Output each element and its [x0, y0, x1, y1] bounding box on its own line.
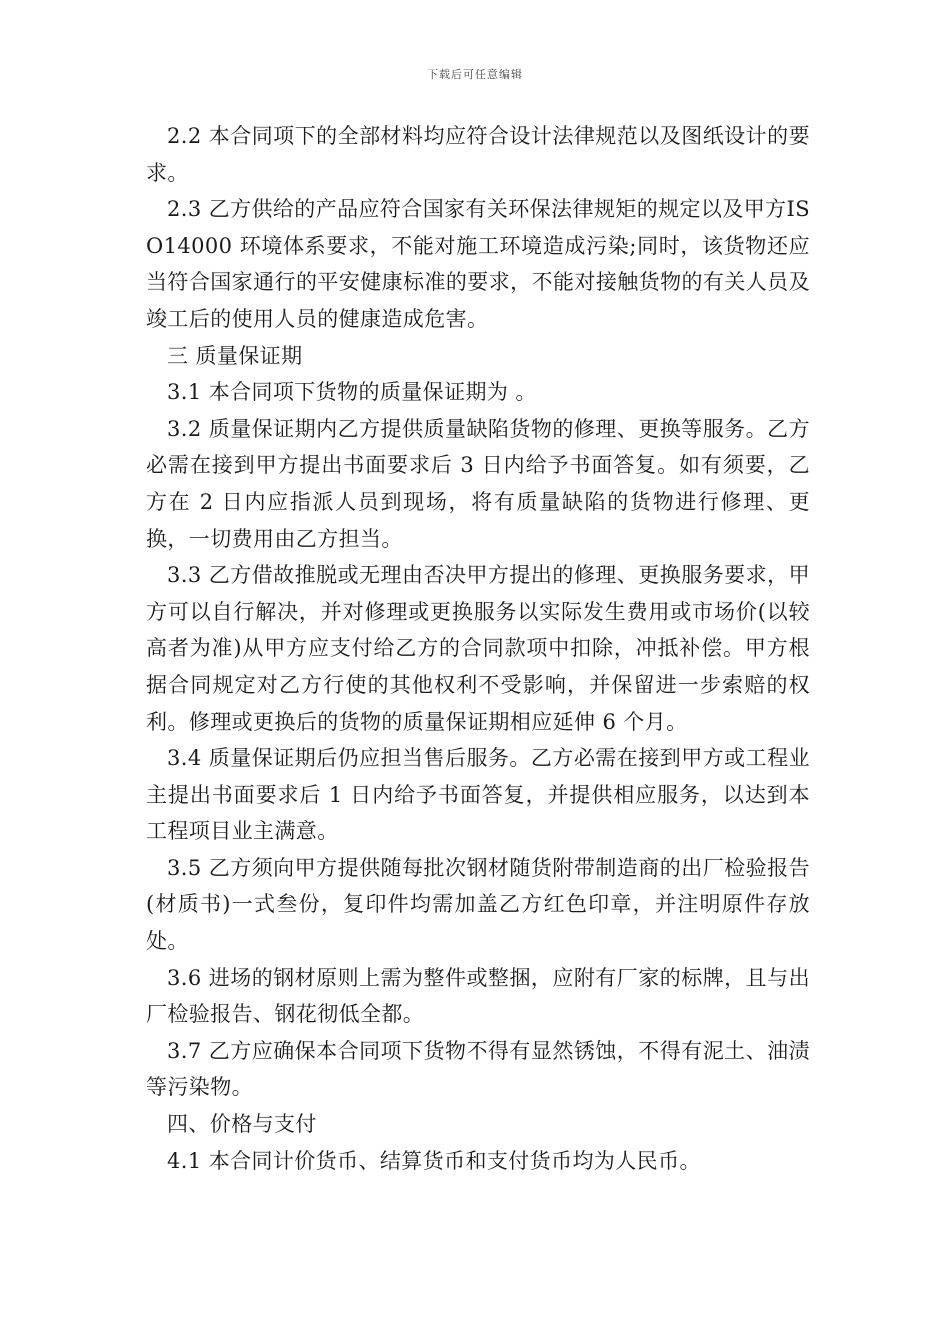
paragraph-3-1: 3.1 本合同项下货物的质量保证期为 。: [167, 380, 537, 405]
paragraph-3-5: 3.5 乙方须向甲方提供随每批次钢材随货附带制造商的出厂检验报告(材质书)一式叁份，复印件均需加盖乙方红色印章，并注明原件存放处。: [146, 855, 810, 954]
paragraph-4-1: 4.1 本合同计价货币、结算货币和支付货币均为人民币。: [167, 1148, 701, 1173]
page-header: 下载后可任意编辑: [427, 68, 523, 81]
paragraph-2-3: 2.3 乙方供给的产品应符合国家有关环保法律规矩的规定以及甲方ISO14000 环境体系要求，不能对施工环境造成污染;同时，该货物还应当符合国家通行的平安健康标准的要求，不能对接触货物的有关人员及竣工后的使用人员的健康造成危害。: [146, 197, 810, 331]
document-body: [146, 118, 810, 1179]
paragraph-2-2: 2.2 本合同项下的全部材料均应符合设计法律规范以及图纸设计的要求。: [146, 124, 810, 185]
paragraph-3-3: 3.3 乙方借故推脱或无理由否决甲方提出的修理、更换服务要求，甲方可以自行解决，并对修理或更换服务以实际发生费用或市场价(以较高者为准)从甲方应支付给乙方的合同款项中扣除，冲抵补偿。甲方根据合同规定对乙方行使的其他权利不受影响，并保留进一步索赔的权利。修理或更换后的货物的质量保证期相应延伸 6 个月。: [146, 563, 810, 734]
paragraph-3-2: 3.2 质量保证期内乙方提供质量缺陷货物的修理、更换等服务。乙方必需在接到甲方提出书面要求后 3 日内给予书面答复。如有须要，乙方在 2 日内应指派人员到现场，将有质量缺陷的货物进行修理、更换，一切费用由乙方担当。: [146, 416, 810, 551]
section-heading-price-payment: 四、价格与支付: [167, 1112, 317, 1137]
section-heading-warranty: 三 质量保证期: [167, 343, 303, 368]
paragraph-3-7: 3.7 乙方应确保本合同项下货物不得有显然锈蚀，不得有泥土、油渍等污染物。: [146, 1038, 810, 1100]
paragraph-3-4: 3.4 质量保证期后仍应担当售后服务。乙方必需在接到甲方或工程业主提出书面要求后 1 日内给予书面答复，并提供相应服务，以达到本工程项目业主满意。: [146, 746, 810, 844]
paragraph-3-6: 3.6 进场的钢材原则上需为整件或整捆，应附有厂家的标牌，且与出厂检验报告、钢花彻低全都。: [146, 965, 810, 1027]
